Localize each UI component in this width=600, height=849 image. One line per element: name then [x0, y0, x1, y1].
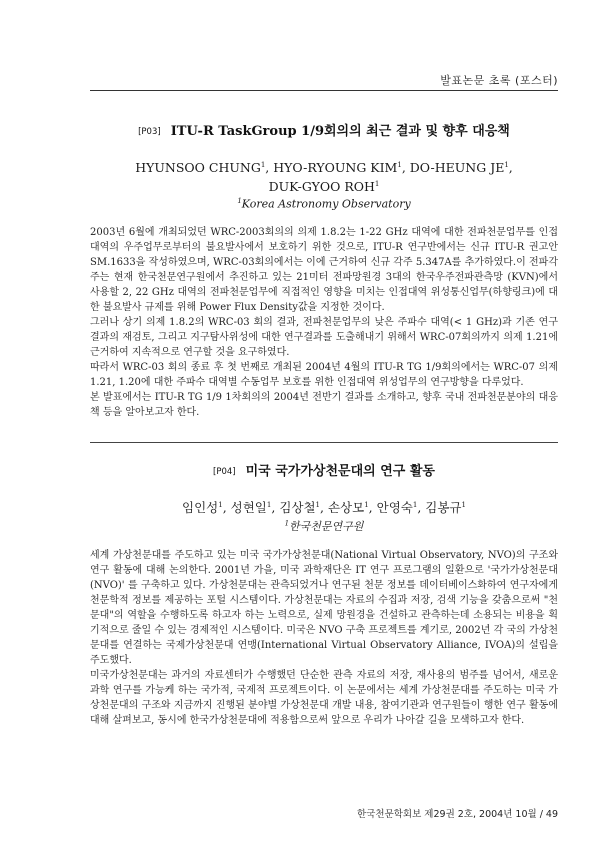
- header-rule: [90, 90, 558, 91]
- author: 안영숙$^1$,: [376, 500, 426, 516]
- abstract-p04: [90, 460, 558, 728]
- author-list: [90, 157, 558, 195]
- affiliation: $^1$한국천문연구원: [284, 519, 364, 534]
- author: HYUNSOO CHUNG$^1$,: [135, 160, 274, 176]
- section-divider: [90, 442, 558, 443]
- abstract-title: [90, 460, 558, 479]
- journal-citation-footer: 한국천문학회보 제29권 2호, 2004년 10월 / 49: [357, 809, 558, 820]
- abstract-title-text: 미국 국가가상천문대의 연구 활동: [245, 464, 435, 479]
- body-paragraph: 미국가상천문대는 과거의 자료센터가 수행했던 단순한 관측 자료의 저장, 재사용의 범주를 넘어서, 새로운 과학 연구를 가능케 하는 국가적, 국제적 프로젝트이다. 이 논문에서는 세계 가상천문대를 주도하는 미국 가상천문대의 구조와 지금까지 진행된 분야별 가상천문대 개발 내용, 참여기관과 연구원들이 행한 연구 활동에 대해 살펴보고, 동시에 한국가상천문대에 적용함으로써 앞으로 우리가 나아갈 길을 모색하고자 한다.: [90, 670, 558, 727]
- author: 임인성$^1$,: [182, 500, 231, 516]
- body-paragraph: 따라서 WRC-03 회의 종료 후 첫 번째로 개최된 2004년 4월의 ITU-R TG 1/9회의에서는 WRC-07 의제 1.21, 1.20에 대한 주파수 대역별 수동업무 보호를 위한 인접대역 위성업무의 연구방향을 다루었다.: [90, 361, 558, 388]
- author: 김상철$^1$,: [279, 500, 328, 516]
- section-header-label: 발표논문 초록 (포스터): [440, 74, 558, 87]
- body-paragraph: 세계 가상천문대를 주도하고 있는 미국 국가가상천문대(National Virtual Observatory, NVO)의 구조와 연구 활동에 대해 논의한다. 2001년 가을, 미국 과학재단은 IT 연구 프로그램의 일환으로 '국가가상천문대(NVO)' 를 구축하고 있다. 가상천문대는 관측되었거나 연구된 천문 정보를 데이터베이스화하여 연구자에게 천문학적 정보를 제공하는 포털 시스템이다. 가상천문대는 자료의 수집과 저장, 검색 기능을 갖춤으로써 "천문대"의 역할을 수행하도록 하고자 하는 노력으로, 실제 망원경을 건설하고 관측하는데 소용되는 비용을 획기적으로 줄일 수 있는 경제적인 시스템이다. 미국은 NVO 구축 프로젝트를 계기로, 2002년 각 국의 가상천문대를 연결하는 국제가상천문대 연맹(International Virtual Observatory Alliance, IVOA)의 설립을 주도했다.: [90, 550, 558, 667]
- body-paragraph: 2003년 6월에 개최되었던 WRC-2003회의의 의제 1.8.2는 1-22 GHz 대역에 대한 전파천문업무를 인접대역의 우주업무로부터의 불요발사에서 보호하기 위한 것으로, ITU-R 연구반에서는 신규 ITU-R 권고안 SM.1633을 작성하였으며, WRC-03회의에서는 이에 근거하여 신규 각주 5.347A를 추가하였다.이 전파각주는 현재 한국천문연구원에서 추진하고 있는 21미터 전파망원경 3대의 한국우주전파관측망 (KVN)에서 사용할 2, 22 GHz 대역의 전파천문업무에 직접적인 영향을 미치는 인접대역 위성통신업무(하향링크)에 대한 불요발사 규제를 위해 Power Flux Density값을 지정한 것이다.: [90, 226, 558, 313]
- abstract-body: [90, 548, 558, 728]
- author: 김봉규$^1$: [425, 500, 466, 516]
- abstract-code: [P04]: [213, 467, 236, 477]
- author: DO-HEUNG $JE^1$,: [409, 160, 513, 176]
- author: HYO-RYOUNG KIM$^1$,: [273, 160, 410, 176]
- abstract-body: [90, 225, 558, 420]
- abstract-title-text: ITU-R TaskGroup 1/9회의의 최근 결과 및 향후 대응책: [170, 124, 510, 139]
- abstract-p03: [90, 120, 558, 420]
- author-list: [90, 497, 558, 516]
- author: DUK-GYOO ROH$^1$: [268, 179, 380, 195]
- abstract-title: [90, 120, 558, 139]
- body-paragraph: 그러나 상기 의제 1.8.2의 WRC-03 회의 결과, 전파천문업무의 낮은 주파수 대역(< 1 GHz)과 기존 연구결과의 재검토, 그리고 지구탐사위성에 대한 연구결과를 도출해내기 위해서 WRC-07회의까지 의제 1.21에 근거하여 지속적으로 연구할 것을 요구하였다.: [90, 316, 558, 358]
- author: 성현일$^1$,: [230, 500, 280, 516]
- abstract-code: [P03]: [138, 127, 161, 137]
- affiliation: $^1$Korea Astronomy Observatory: [237, 197, 411, 211]
- author: 손상모$^1$,: [327, 500, 377, 516]
- body-paragraph: 본 발표에서는 ITU-R TG 1/9 1차회의의 2004년 전반기 결과를 소개하고, 향후 국내 전파천문분야의 대응책 등을 알아보고자 한다.: [90, 391, 558, 418]
